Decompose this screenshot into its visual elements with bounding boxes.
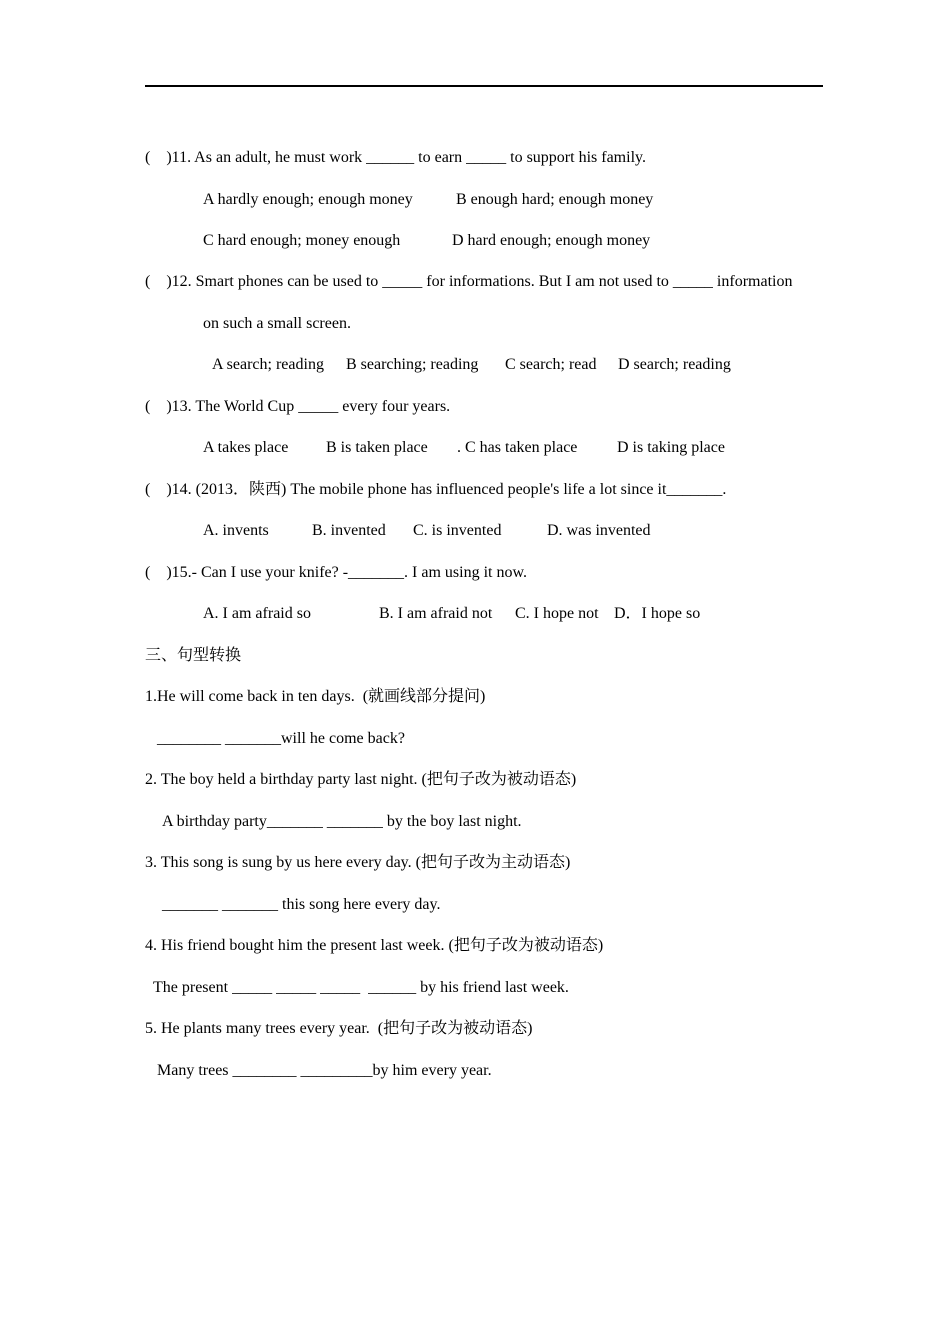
q15-option-c: C. I hope not [515,605,599,622]
q14-option-a: A. invents [203,522,269,539]
header-rule [145,85,823,87]
transform-2-prompt: 2. The boy held a birthday party last night. (把句子改为被动语态) [145,771,577,788]
transform-1-answer: ________ _______will he come back? [157,730,405,747]
q11-option-a: A hardly enough; enough money [203,191,413,208]
q13-option-c: . C has taken place [457,439,578,456]
q12-option-b: B searching; reading [346,356,479,373]
q12-option-c: C search; read [505,356,597,373]
q12-option-d: D search; reading [618,356,731,373]
q15-option-a: A. I am afraid so [203,605,311,622]
question-11-stem: ( )11. As an adult, he must work ______ to earn _____ to support his family. [145,149,646,166]
transform-3-prompt: 3. This song is sung by us here every day. (把句子改为主动语态) [145,854,571,871]
q15-option-b: B. I am afraid not [379,605,493,622]
question-15-stem: ( )15.- Can I use your knife? -_______. I am using it now. [145,564,527,581]
question-14-stem: ( )14. (2013．陕西) The mobile phone has influenced people's life a lot since it_______. [145,481,727,498]
q13-option-d: D is taking place [617,439,725,456]
transform-5-prompt: 5. He plants many trees every year. (把句子改为被动语态) [145,1020,533,1037]
transform-3-answer: _______ _______ this song here every day. [162,896,441,913]
transform-5-answer: Many trees ________ _________by him every year. [157,1062,492,1079]
section-3-title: 三、句型转换 [145,647,242,664]
q12-option-a: A search; reading [212,356,324,373]
q15-option-d: D．I hope so [614,605,701,622]
q11-option-c: C hard enough; money enough [203,232,401,249]
question-12-stem: ( )12. Smart phones can be used to _____ for informations. But I am not used to _____ information [145,273,793,290]
q11-option-b: B enough hard; enough money [456,191,654,208]
transform-4-answer: The present _____ _____ _____ ______ by his friend last week. [153,979,569,996]
q14-option-d: D. was invented [547,522,651,539]
q13-option-b: B is taken place [326,439,428,456]
question-12-stem-continued: on such a small screen. [203,315,351,332]
transform-4-prompt: 4. His friend bought him the present last week. (把句子改为被动语态) [145,937,604,954]
q14-option-c: C. is invented [413,522,502,539]
q13-option-a: A takes place [203,439,289,456]
transform-2-answer: A birthday party_______ _______ by the boy last night. [162,813,522,830]
transform-1-prompt: 1.He will come back in ten days. (就画线部分提问) [145,688,486,705]
q11-option-d: D hard enough; enough money [452,232,651,249]
question-13-stem: ( )13. The World Cup _____ every four years. [145,398,451,415]
q14-option-b: B. invented [312,522,386,539]
